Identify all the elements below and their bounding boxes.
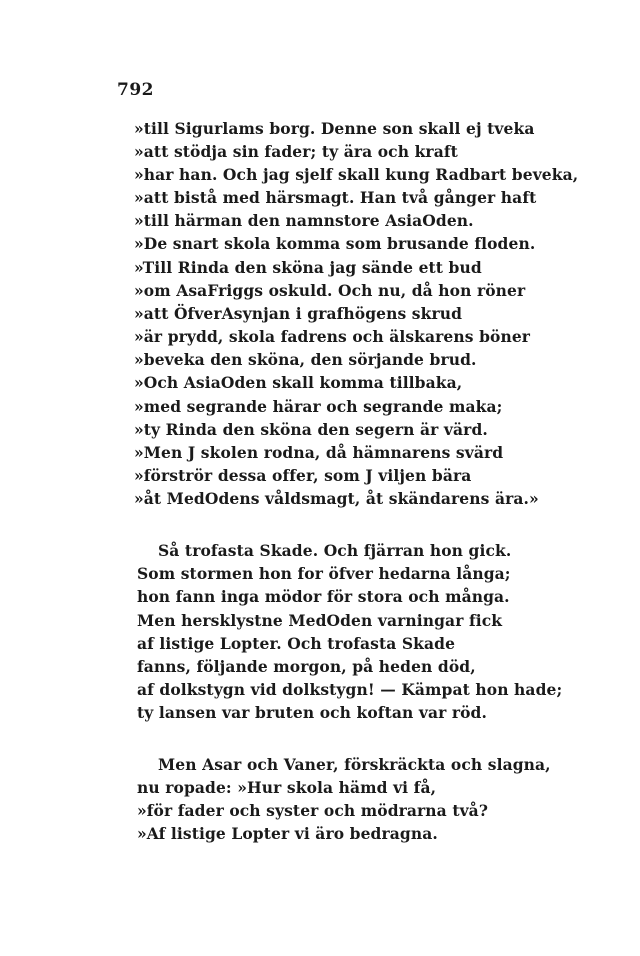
verse-line: »De snart skola komma som brusande floden. bbox=[134, 234, 536, 253]
verse-line: »till härman den namnstore AsiaOden. bbox=[134, 211, 474, 230]
verse-line: af dolkstygn vid dolkstygn! — Kämpat hon hade; bbox=[137, 680, 563, 699]
verse-line: »om AsaFriggs oskuld. Och nu, då hon röner bbox=[134, 281, 526, 300]
verse-line: Men Asar och Vaner, förskräckta och slagna, bbox=[158, 755, 551, 774]
verse-line: »att bistå med härsmagt. Han två gånger haft bbox=[134, 188, 537, 207]
verse-line: »beveka den sköna, den sörjande brud. bbox=[134, 350, 477, 369]
verse-line: af listige Lopter. Och trofasta Skade bbox=[137, 634, 456, 653]
verse-line: nu ropade: »Hur skola hämd vi få, bbox=[137, 778, 437, 797]
verse-line: »har han. Och jag sjelf skall kung Radbart beveka, bbox=[134, 165, 579, 184]
verse-line: Så trofasta Skade. Och fjärran hon gick. bbox=[158, 541, 512, 560]
verse-line: fanns, följande morgon, på heden död, bbox=[137, 657, 476, 676]
verse-line: »förströr dessa offer, som J viljen bära bbox=[134, 466, 472, 485]
verse-line: »för fader och syster och mödrarna två? bbox=[137, 801, 489, 820]
verse-line: hon fann inga mödor för stora och många. bbox=[137, 587, 510, 606]
verse-line: »är prydd, skola fadrens och älskarens böner bbox=[134, 327, 531, 346]
verse-line: »Af listige Lopter vi äro bedragna. bbox=[137, 824, 438, 843]
verse-line: Som stormen hon for öfver hedarna långa; bbox=[137, 564, 511, 583]
page-number: 792 bbox=[117, 80, 154, 100]
verse-line: ty lansen var bruten och koftan var röd. bbox=[137, 703, 487, 722]
verse-line: »Men J skolen rodna, då hämnarens svärd bbox=[134, 443, 504, 462]
verse-line: »Och AsiaOden skall komma tillbaka, bbox=[134, 373, 463, 392]
verse-line: »ty Rinda den sköna den segern är värd. bbox=[134, 420, 488, 439]
verse-line: »Till Rinda den sköna jag sände ett bud bbox=[134, 258, 482, 277]
verse-line: Men hersklystne MedOden varningar fick bbox=[137, 611, 503, 630]
verse-line: »till Sigurlams borg. Denne son skall ej tveka bbox=[134, 119, 535, 138]
verse-line: »att ÖfverAsynjan i grafhögens skrud bbox=[134, 304, 463, 323]
verse-line: »att stödja sin fader; ty ära och kraft bbox=[134, 142, 458, 161]
verse-line: »åt MedOdens våldsmagt, åt skändarens ära.» bbox=[134, 489, 539, 508]
verse-line: »med segrande härar och segrande maka; bbox=[134, 397, 503, 416]
